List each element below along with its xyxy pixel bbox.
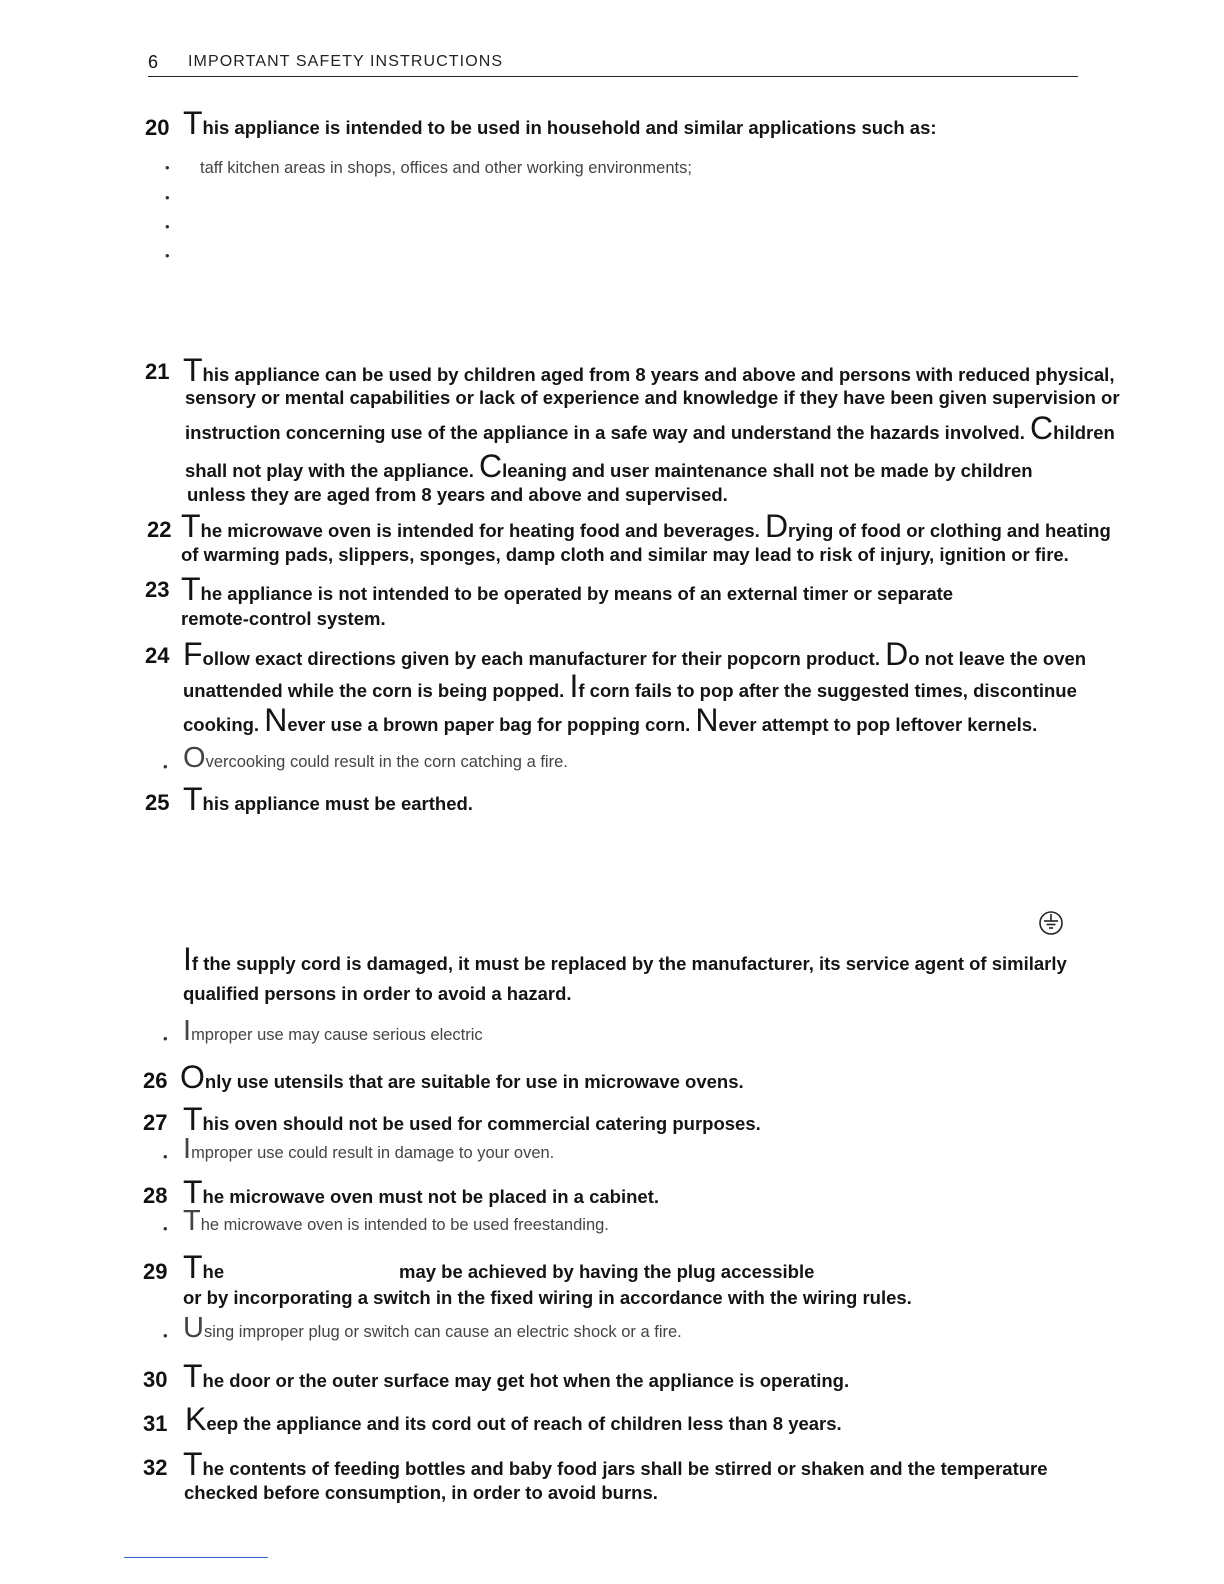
item-27-note-1: Improper use could result in damage to your oven. bbox=[183, 1133, 555, 1165]
bullet-icon: • bbox=[163, 1328, 168, 1343]
item-29-line-1: The bbox=[183, 1249, 225, 1285]
earth-ground-icon bbox=[1038, 910, 1064, 936]
item-number-22: 22 bbox=[147, 517, 172, 542]
bullet-icon: • bbox=[165, 248, 170, 263]
item-21-line-2: sensory or mental capabilities or lack of experience and knowledge if they have been given supervision or bbox=[185, 387, 1120, 408]
item-number-21: 21 bbox=[145, 359, 170, 384]
item-number-25: 25 bbox=[145, 790, 170, 815]
item-29-line-2: or by incorporating a switch in the fixed wiring in accordance with the wiring rules. bbox=[183, 1287, 912, 1308]
bullet-icon: • bbox=[165, 219, 170, 234]
item-25-paragraph-line-1: If the supply cord is damaged, it must be replaced by the manufacturer, its service agent of similarly bbox=[183, 941, 1067, 977]
item-number-29: 29 bbox=[143, 1259, 168, 1284]
item-22-line-2: of warming pads, slippers, sponges, damp cloth and similar may lead to risk of injury, ignition or fire. bbox=[181, 544, 1069, 565]
bullet-icon: • bbox=[163, 759, 168, 774]
bullet-icon: • bbox=[163, 1149, 168, 1164]
item-25-paragraph-line-2: qualified persons in order to avoid a hazard. bbox=[183, 983, 572, 1004]
bullet-icon: • bbox=[163, 1221, 168, 1236]
page-title: IMPORTANT SAFETY INSTRUCTIONS bbox=[188, 53, 504, 70]
bullet-icon: • bbox=[165, 190, 170, 205]
page-header bbox=[148, 52, 1078, 77]
item-number-27: 27 bbox=[143, 1110, 168, 1135]
item-21-line-5: unless they are aged from 8 years and above and supervised. bbox=[187, 484, 728, 505]
item-30-line-1: The door or the outer surface may get hot when the appliance is operating. bbox=[183, 1358, 850, 1394]
item-32-line-2: checked before consumption, in order to avoid burns. bbox=[184, 1482, 658, 1503]
item-20-bullet-1: taff kitchen areas in shops, offices and other working environments; bbox=[200, 159, 692, 177]
item-23-line-1: The appliance is not intended to be operated by means of an external timer or separate bbox=[181, 571, 954, 607]
item-26-line-1: Only use utensils that are suitable for use in microwave ovens. bbox=[180, 1059, 744, 1095]
item-number-26: 26 bbox=[143, 1068, 168, 1093]
item-31-line-1: Keep the appliance and its cord out of reach of children less than 8 years. bbox=[185, 1401, 842, 1437]
item-25-line-1: This appliance must be earthed. bbox=[183, 781, 473, 817]
item-number-30: 30 bbox=[143, 1367, 168, 1392]
item-29-line-1-continued: may be achieved by having the plug accessible bbox=[399, 1261, 815, 1282]
item-21-line-1: This appliance can be used by children aged from 8 years and above and persons with reduced physical, bbox=[183, 352, 1115, 388]
item-number-20: 20 bbox=[145, 115, 170, 140]
bullet-icon: • bbox=[163, 1031, 168, 1046]
item-24-line-2: unattended while the corn is being popped. If corn fails to pop after the suggested times, discontinue bbox=[183, 668, 1077, 704]
item-number-28: 28 bbox=[143, 1183, 168, 1208]
page-number: 6 bbox=[148, 52, 159, 72]
footer-rule bbox=[124, 1557, 268, 1558]
item-23-line-2: remote-control system. bbox=[181, 608, 386, 629]
item-28-line-1: The microwave oven must not be placed in a cabinet. bbox=[183, 1174, 660, 1210]
item-number-32: 32 bbox=[143, 1455, 168, 1480]
item-21-line-4: shall not play with the appliance. Cleaning and user maintenance shall not be made by children bbox=[185, 448, 1033, 484]
item-24-note-1: Overcooking could result in the corn catching a fire. bbox=[183, 742, 568, 774]
item-29-note-1: Using improper plug or switch can cause an electric shock or a fire. bbox=[183, 1312, 682, 1344]
item-24-line-3: cooking. Never use a brown paper bag for popping corn. Never attempt to pop leftover kernels. bbox=[183, 702, 1038, 738]
item-27-line-1: This oven should not be used for commercial catering purposes. bbox=[183, 1101, 761, 1137]
bullet-icon: • bbox=[165, 160, 170, 175]
item-24-line-1: Follow exact directions given by each manufacturer for their popcorn product. Do not leave the oven bbox=[183, 636, 1087, 672]
item-number-24: 24 bbox=[145, 643, 170, 668]
item-22-line-1: The microwave oven is intended for heating food and beverages. Drying of food or clothing and heating bbox=[181, 508, 1111, 544]
item-21-line-3: instruction concerning use of the appliance in a safe way and understand the hazards involved. Children bbox=[185, 410, 1115, 446]
item-28-note-1: The microwave oven is intended to be used freestanding. bbox=[183, 1205, 609, 1237]
item-32-line-1: The contents of feeding bottles and baby food jars shall be stirred or shaken and the temperature bbox=[183, 1446, 1048, 1482]
item-25-note-1: Improper use may cause serious electric bbox=[183, 1015, 483, 1047]
item-number-31: 31 bbox=[143, 1411, 168, 1436]
item-20-line-1: This appliance is intended to be used in household and similar applications such as: bbox=[183, 105, 937, 141]
item-number-23: 23 bbox=[145, 577, 170, 602]
